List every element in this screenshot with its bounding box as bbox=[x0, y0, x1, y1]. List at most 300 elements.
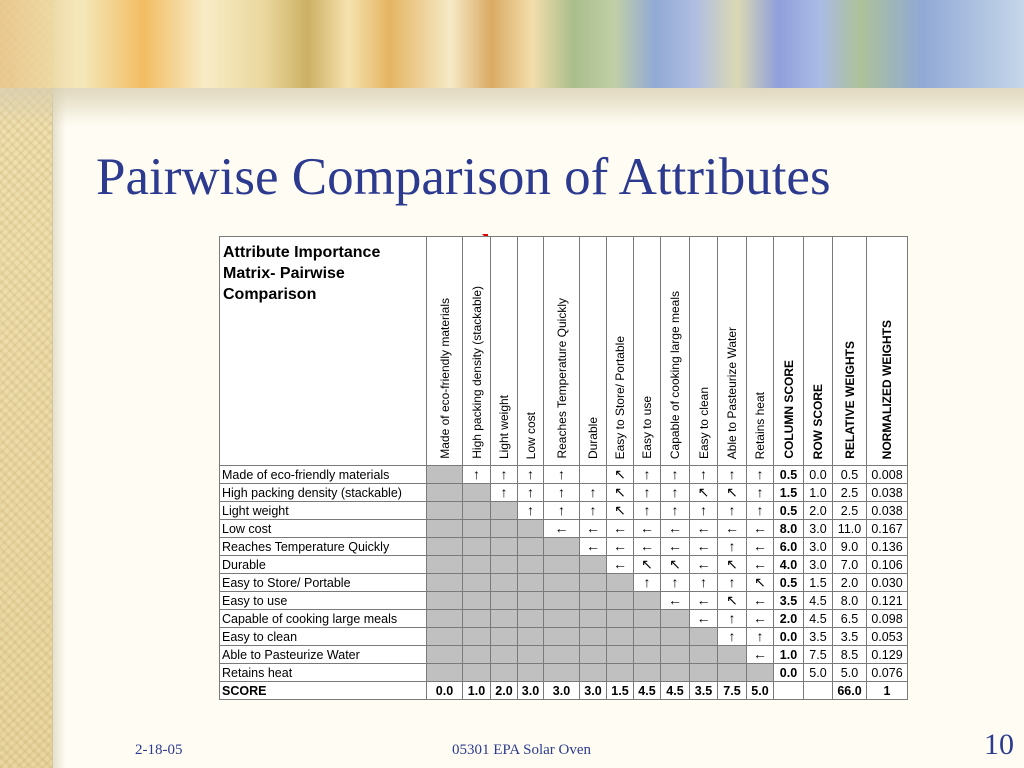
arrow-left-icon: ← bbox=[613, 538, 627, 554]
footer-title: 05301 EPA Solar Oven bbox=[452, 742, 592, 758]
norm-cell: 0.030 bbox=[867, 574, 908, 592]
rel-cell: 6.5 bbox=[833, 610, 867, 628]
col-score-cell: 1.5 bbox=[774, 484, 804, 502]
comparison-cell bbox=[463, 466, 491, 484]
gray-cell bbox=[463, 484, 491, 502]
gray-cell bbox=[747, 664, 774, 682]
comparison-cell bbox=[607, 520, 634, 538]
table-row bbox=[220, 556, 908, 574]
norm-cell: 0.008 bbox=[867, 466, 908, 484]
score-value: 7.5 bbox=[718, 682, 747, 700]
arrow-left-icon: ← bbox=[696, 538, 711, 554]
rel-cell: 2.0 bbox=[833, 574, 867, 592]
arrow-up-icon: ↑ bbox=[700, 574, 707, 590]
score-total-norm: 1 bbox=[867, 682, 908, 700]
column-header-label: Low cost bbox=[523, 411, 538, 459]
comparison-cell bbox=[580, 520, 607, 538]
comparison-cell bbox=[661, 556, 690, 574]
comparison-cell bbox=[718, 520, 747, 538]
table-row bbox=[220, 592, 908, 610]
arrow-up-icon: ↑ bbox=[728, 466, 736, 482]
comparison-cell bbox=[661, 502, 690, 520]
table-row bbox=[220, 610, 908, 628]
gray-cell bbox=[661, 610, 690, 628]
col-score-cell: 4.0 bbox=[774, 556, 804, 574]
col-score-cell: 0.5 bbox=[774, 574, 804, 592]
rel-cell: 3.5 bbox=[833, 628, 867, 646]
rel-cell: 0.5 bbox=[833, 466, 867, 484]
rel-cell: 2.5 bbox=[833, 502, 867, 520]
arrow-up-icon: ↑ bbox=[728, 628, 736, 644]
arrow-left-icon: ← bbox=[753, 646, 767, 662]
norm-cell: 0.038 bbox=[867, 502, 908, 520]
comparison-cell bbox=[661, 520, 690, 538]
gray-cell bbox=[580, 610, 607, 628]
arrow-up-left-icon: ↖ bbox=[614, 466, 626, 482]
norm-cell: 0.136 bbox=[867, 538, 908, 556]
rel-cell: 5.0 bbox=[833, 664, 867, 682]
gray-cell bbox=[463, 502, 491, 520]
gray-cell bbox=[427, 610, 463, 628]
comparison-cell bbox=[718, 610, 747, 628]
gray-cell bbox=[580, 574, 607, 592]
arrow-up-left-icon: ↖ bbox=[669, 556, 681, 572]
score-column-header bbox=[774, 237, 804, 466]
row-score-cell: 2.0 bbox=[804, 502, 833, 520]
column-header bbox=[427, 237, 463, 466]
arrow-left-icon: ← bbox=[613, 520, 627, 536]
slide-title: Pairwise Comparison of Attributes bbox=[96, 148, 831, 206]
comparison-cell bbox=[747, 574, 774, 592]
comparison-cell bbox=[661, 466, 690, 484]
comparison-cell bbox=[661, 574, 690, 592]
score-column-header-label: RELATIVE WEIGHTS bbox=[842, 341, 857, 459]
comparison-cell bbox=[718, 592, 747, 610]
arrow-up-left-icon: ↖ bbox=[726, 484, 738, 500]
comparison-cell bbox=[690, 502, 718, 520]
gray-cell bbox=[634, 664, 661, 682]
table-row bbox=[220, 646, 908, 664]
comparison-cell bbox=[607, 502, 634, 520]
row-label: Able to Pasteurize Water bbox=[220, 646, 427, 664]
gray-cell bbox=[427, 466, 463, 484]
comparison-cell bbox=[690, 520, 718, 538]
rel-cell: 7.0 bbox=[833, 556, 867, 574]
arrow-left-icon: ← bbox=[613, 556, 627, 572]
banner-fade bbox=[0, 88, 1024, 128]
gray-cell bbox=[518, 628, 544, 646]
matrix-corner-title bbox=[220, 237, 427, 466]
column-header-label: High packing density (stackable) bbox=[469, 286, 484, 459]
comparison-cell bbox=[747, 520, 774, 538]
score-value: 3.0 bbox=[544, 682, 580, 700]
comparison-cell bbox=[718, 502, 747, 520]
top-decorative-banner bbox=[0, 0, 1024, 88]
gray-cell bbox=[544, 646, 580, 664]
arrow-up-icon: ↑ bbox=[671, 466, 679, 482]
arrow-up-left-icon: ↖ bbox=[614, 502, 626, 518]
comparison-cell bbox=[544, 484, 580, 502]
arrow-up-icon: ↑ bbox=[558, 502, 565, 518]
row-label: High packing density (stackable) bbox=[220, 484, 427, 502]
gray-cell bbox=[518, 646, 544, 664]
comparison-cell bbox=[690, 610, 718, 628]
gray-cell bbox=[580, 646, 607, 664]
arrow-up-icon: ↑ bbox=[500, 466, 508, 482]
comparison-cell bbox=[718, 574, 747, 592]
gray-cell bbox=[518, 610, 544, 628]
column-header-label: Durable bbox=[586, 416, 600, 459]
table-row bbox=[220, 484, 908, 502]
row-label: Capable of cooking large meals bbox=[220, 610, 427, 628]
gray-cell bbox=[634, 628, 661, 646]
comparison-cell bbox=[690, 538, 718, 556]
row-score-cell: 4.5 bbox=[804, 592, 833, 610]
gray-cell bbox=[463, 610, 491, 628]
col-score-cell: 2.0 bbox=[774, 610, 804, 628]
arrow-up-icon: ↑ bbox=[700, 502, 707, 518]
column-header bbox=[518, 237, 544, 466]
comparison-cell bbox=[747, 538, 774, 556]
gray-cell bbox=[518, 538, 544, 556]
col-score-cell: 3.5 bbox=[774, 592, 804, 610]
col-score-cell: 6.0 bbox=[774, 538, 804, 556]
page-number: 10 bbox=[984, 728, 1014, 761]
arrow-up-left-icon: ↖ bbox=[754, 574, 766, 590]
arrow-left-icon: ← bbox=[753, 610, 767, 626]
row-score-cell: 0.0 bbox=[804, 466, 833, 484]
comparison-cell bbox=[690, 484, 718, 502]
comparison-cell bbox=[718, 466, 747, 484]
comparison-cell bbox=[634, 502, 661, 520]
comparison-cell bbox=[661, 484, 690, 502]
gray-cell bbox=[491, 538, 518, 556]
norm-cell: 0.106 bbox=[867, 556, 908, 574]
arrow-up-icon: ↑ bbox=[756, 484, 764, 500]
gray-cell bbox=[544, 628, 580, 646]
arrow-up-icon: ↑ bbox=[643, 484, 651, 500]
gray-cell bbox=[661, 628, 690, 646]
comparison-cell bbox=[580, 466, 607, 484]
row-score-cell: 1.0 bbox=[804, 484, 833, 502]
arrow-left-icon: ← bbox=[668, 538, 682, 554]
row-score-cell: 3.0 bbox=[804, 538, 833, 556]
arrow-up-icon: ↑ bbox=[558, 466, 565, 482]
score-column-header bbox=[833, 237, 867, 466]
col-score-cell: 0.5 bbox=[774, 502, 804, 520]
comparison-cell bbox=[690, 592, 718, 610]
arrow-left-icon: ← bbox=[668, 592, 682, 608]
column-header-label: Easy to use bbox=[640, 396, 654, 459]
gray-cell bbox=[427, 664, 463, 682]
comparison-cell bbox=[544, 520, 580, 538]
row-label: Easy to clean bbox=[220, 628, 427, 646]
arrow-up-icon: ↑ bbox=[643, 502, 651, 518]
comparison-cell bbox=[544, 502, 580, 520]
comparison-cell bbox=[607, 538, 634, 556]
table-row bbox=[220, 574, 908, 592]
column-header bbox=[718, 237, 747, 466]
comparison-cell bbox=[747, 592, 774, 610]
gray-cell bbox=[427, 502, 463, 520]
gray-cell bbox=[518, 520, 544, 538]
arrow-up-left-icon: ↖ bbox=[726, 592, 738, 608]
score-value: 3.0 bbox=[518, 682, 544, 700]
gray-cell bbox=[491, 664, 518, 682]
gray-cell bbox=[580, 664, 607, 682]
gray-cell bbox=[427, 628, 463, 646]
arrow-left-icon: ← bbox=[640, 520, 654, 536]
column-header-label: Easy to clean bbox=[696, 386, 711, 459]
score-value: 3.5 bbox=[690, 682, 718, 700]
comparison-cell bbox=[718, 538, 747, 556]
comparison-cell bbox=[634, 466, 661, 484]
comparison-cell bbox=[634, 574, 661, 592]
comparison-cell bbox=[690, 466, 718, 484]
gray-cell bbox=[427, 520, 463, 538]
comparison-cell bbox=[518, 466, 544, 484]
arrow-up-icon: ↑ bbox=[728, 538, 736, 554]
comparison-cell bbox=[580, 502, 607, 520]
score-column-header bbox=[804, 237, 833, 466]
arrow-left-icon: ← bbox=[640, 538, 654, 554]
gray-cell bbox=[718, 646, 747, 664]
score-total-col-score bbox=[774, 682, 804, 700]
arrow-left-icon: ← bbox=[753, 520, 767, 536]
rel-cell: 2.5 bbox=[833, 484, 867, 502]
comparison-cell bbox=[580, 484, 607, 502]
gray-cell bbox=[491, 592, 518, 610]
norm-cell: 0.167 bbox=[867, 520, 908, 538]
attribute-importance-matrix bbox=[219, 236, 908, 700]
comparison-cell bbox=[690, 574, 718, 592]
comparison-cell bbox=[518, 502, 544, 520]
col-score-cell: 1.0 bbox=[774, 646, 804, 664]
arrow-left-icon: ← bbox=[586, 538, 600, 554]
column-header bbox=[607, 237, 634, 466]
gray-cell bbox=[718, 664, 747, 682]
gray-cell bbox=[690, 664, 718, 682]
comparison-cell bbox=[580, 538, 607, 556]
arrow-left-icon: ← bbox=[753, 556, 767, 572]
comparison-cell bbox=[491, 466, 518, 484]
gray-cell bbox=[463, 574, 491, 592]
score-row bbox=[220, 682, 908, 700]
arrow-up-icon: ↑ bbox=[589, 502, 597, 518]
column-header bbox=[491, 237, 518, 466]
score-column-header bbox=[867, 237, 908, 466]
arrow-up-icon: ↑ bbox=[756, 466, 764, 482]
comparison-cell bbox=[634, 556, 661, 574]
gray-cell bbox=[690, 646, 718, 664]
arrow-up-icon: ↑ bbox=[527, 484, 534, 500]
row-label: Light weight bbox=[220, 502, 427, 520]
arrow-up-icon: ↑ bbox=[756, 628, 764, 644]
gray-cell bbox=[634, 610, 661, 628]
column-header-label: Retains heat bbox=[753, 391, 767, 459]
score-value: 3.0 bbox=[580, 682, 607, 700]
col-score-cell: 0.0 bbox=[774, 628, 804, 646]
gray-cell bbox=[427, 556, 463, 574]
arrow-up-icon: ↑ bbox=[728, 610, 736, 626]
col-score-cell: 0.5 bbox=[774, 466, 804, 484]
gray-cell bbox=[518, 574, 544, 592]
row-label: Easy to use bbox=[220, 592, 427, 610]
row-score-cell: 4.5 bbox=[804, 610, 833, 628]
arrow-up-icon: ↑ bbox=[527, 502, 534, 518]
gray-cell bbox=[607, 628, 634, 646]
rel-cell: 8.5 bbox=[833, 646, 867, 664]
row-label: Durable bbox=[220, 556, 427, 574]
score-column-header-label: NORMALIZED WEIGHTS bbox=[880, 319, 894, 459]
score-row-label: SCORE bbox=[220, 682, 427, 700]
row-label: Made of eco-friendly materials bbox=[220, 466, 427, 484]
norm-cell: 0.121 bbox=[867, 592, 908, 610]
table-row bbox=[220, 664, 908, 682]
arrow-left-icon: ← bbox=[586, 520, 600, 536]
comparison-cell bbox=[747, 502, 774, 520]
score-value: 1.0 bbox=[463, 682, 491, 700]
gray-cell bbox=[427, 484, 463, 502]
arrow-up-icon: ↑ bbox=[728, 502, 736, 518]
arrow-up-icon: ↑ bbox=[473, 466, 480, 482]
comparison-cell bbox=[518, 484, 544, 502]
arrow-up-icon: ↑ bbox=[558, 484, 565, 500]
rel-cell: 8.0 bbox=[833, 592, 867, 610]
norm-cell: 0.053 bbox=[867, 628, 908, 646]
gray-cell bbox=[580, 628, 607, 646]
score-value: 1.5 bbox=[607, 682, 634, 700]
arrow-up-icon: ↑ bbox=[671, 574, 679, 590]
arrow-left-icon: ← bbox=[668, 520, 682, 536]
row-label: Retains heat bbox=[220, 664, 427, 682]
row-label: Low cost bbox=[220, 520, 427, 538]
gray-cell bbox=[491, 628, 518, 646]
gray-cell bbox=[544, 574, 580, 592]
gray-cell bbox=[607, 574, 634, 592]
column-header-label: Capable of cooking large meals bbox=[668, 290, 682, 459]
score-total-row-score bbox=[804, 682, 833, 700]
comparison-cell bbox=[718, 484, 747, 502]
norm-cell: 0.038 bbox=[867, 484, 908, 502]
arrow-left-icon: ← bbox=[696, 610, 711, 626]
score-total-rel: 66.0 bbox=[833, 682, 867, 700]
arrow-up-icon: ↑ bbox=[728, 574, 736, 590]
comparison-cell bbox=[747, 610, 774, 628]
row-score-cell: 7.5 bbox=[804, 646, 833, 664]
arrow-up-icon: ↑ bbox=[643, 466, 651, 482]
arrow-up-icon: ↑ bbox=[756, 502, 764, 518]
gray-cell bbox=[544, 592, 580, 610]
table-row bbox=[220, 538, 908, 556]
matrix-title: Attribute Importance Matrix- Pairwise Comparison bbox=[223, 244, 381, 303]
gray-cell bbox=[491, 520, 518, 538]
row-label: Reaches Temperature Quickly bbox=[220, 538, 427, 556]
table-row bbox=[220, 466, 908, 484]
table-row bbox=[220, 520, 908, 538]
gray-cell bbox=[690, 628, 718, 646]
gray-cell bbox=[544, 610, 580, 628]
arrow-left-icon: ← bbox=[696, 592, 711, 608]
arrow-left-icon: ← bbox=[753, 538, 767, 554]
gray-cell bbox=[607, 592, 634, 610]
gray-cell bbox=[607, 610, 634, 628]
norm-cell: 0.129 bbox=[867, 646, 908, 664]
gray-cell bbox=[463, 592, 491, 610]
gray-cell bbox=[463, 538, 491, 556]
comparison-cell bbox=[634, 520, 661, 538]
arrow-up-icon: ↑ bbox=[671, 502, 679, 518]
arrow-up-icon: ↑ bbox=[589, 484, 597, 500]
gray-cell bbox=[607, 664, 634, 682]
arrow-up-icon: ↑ bbox=[700, 466, 707, 482]
gray-cell bbox=[491, 646, 518, 664]
row-score-cell: 1.5 bbox=[804, 574, 833, 592]
gray-cell bbox=[463, 664, 491, 682]
arrow-up-left-icon: ↖ bbox=[697, 484, 710, 500]
column-header bbox=[690, 237, 718, 466]
gray-cell bbox=[607, 646, 634, 664]
column-header bbox=[544, 237, 580, 466]
row-label: Easy to Store/ Portable bbox=[220, 574, 427, 592]
comparison-cell bbox=[634, 484, 661, 502]
arrow-up-left-icon: ↖ bbox=[614, 484, 626, 500]
arrow-up-icon: ↑ bbox=[500, 484, 508, 500]
gray-cell bbox=[518, 592, 544, 610]
gray-cell bbox=[463, 556, 491, 574]
rel-cell: 9.0 bbox=[833, 538, 867, 556]
gray-cell bbox=[580, 592, 607, 610]
comparison-cell bbox=[747, 646, 774, 664]
header-row bbox=[220, 237, 908, 466]
rel-cell: 11.0 bbox=[833, 520, 867, 538]
norm-cell: 0.098 bbox=[867, 610, 908, 628]
comparison-cell bbox=[607, 556, 634, 574]
score-column-header-label: ROW SCORE bbox=[811, 383, 825, 459]
comparison-cell bbox=[661, 538, 690, 556]
arrow-up-icon: ↑ bbox=[643, 574, 651, 590]
gray-cell bbox=[427, 592, 463, 610]
comparison-cell bbox=[718, 628, 747, 646]
gray-cell bbox=[661, 664, 690, 682]
comparison-cell bbox=[718, 556, 747, 574]
column-header bbox=[747, 237, 774, 466]
comparison-cell bbox=[607, 484, 634, 502]
gray-cell bbox=[491, 556, 518, 574]
column-header bbox=[580, 237, 607, 466]
arrow-up-left-icon: ↖ bbox=[726, 556, 738, 572]
score-value: 4.5 bbox=[634, 682, 661, 700]
gray-cell bbox=[544, 556, 580, 574]
arrow-up-icon: ↑ bbox=[527, 466, 534, 482]
arrow-left-icon: ← bbox=[696, 556, 711, 572]
score-value: 4.5 bbox=[661, 682, 690, 700]
row-score-cell: 3.5 bbox=[804, 628, 833, 646]
score-value: 5.0 bbox=[747, 682, 774, 700]
norm-cell: 0.076 bbox=[867, 664, 908, 682]
col-score-cell: 0.0 bbox=[774, 664, 804, 682]
gray-cell bbox=[634, 646, 661, 664]
comparison-cell bbox=[607, 466, 634, 484]
gray-cell bbox=[491, 574, 518, 592]
column-header bbox=[634, 237, 661, 466]
arrow-up-left-icon: ↖ bbox=[641, 556, 653, 572]
gray-cell bbox=[491, 610, 518, 628]
gray-cell bbox=[518, 556, 544, 574]
column-header-label: Made of eco-friendly materials bbox=[437, 298, 452, 459]
gray-cell bbox=[634, 592, 661, 610]
gray-cell bbox=[427, 574, 463, 592]
